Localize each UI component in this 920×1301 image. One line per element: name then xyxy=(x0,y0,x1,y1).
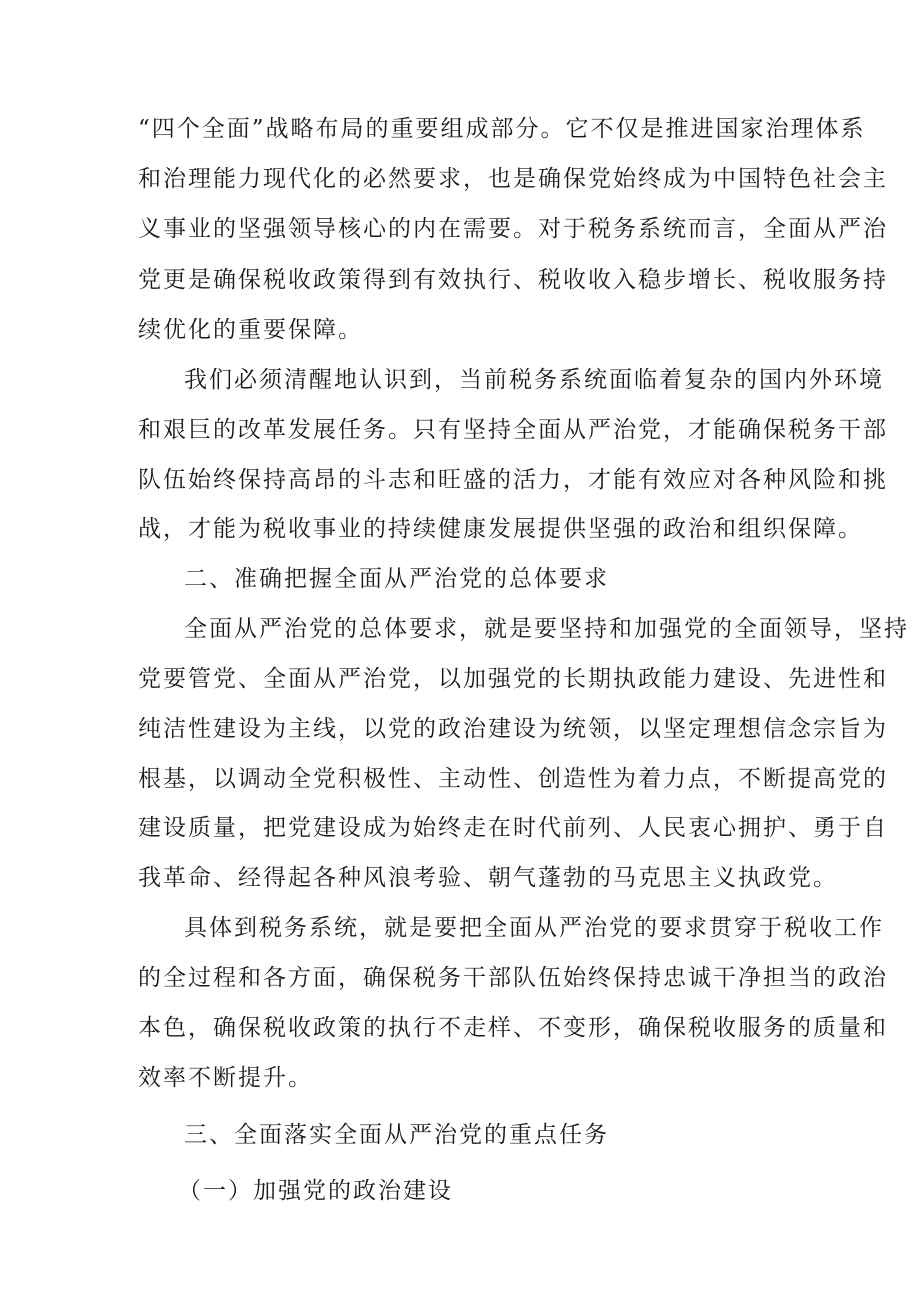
body-text-line: 队伍始终保持高昂的斗志和旺盛的活力，才能有效应对各种风险和挑 xyxy=(138,467,888,493)
body-text-line: 我革命、经得起各种风浪考验、朝气蓬勃的马克思主义执政党。 xyxy=(138,865,838,891)
body-text-line: 本色，确保税收政策的执行不走样、不变形，确保税收服务的质量和 xyxy=(138,1015,888,1041)
section-heading: 二、准确把握全面从严治党的总体要求 xyxy=(184,566,609,592)
body-text-line: “四个全面”战略布局的重要组成部分。它不仅是推进国家治理体系 xyxy=(138,116,866,142)
body-text-line: 的全过程和各方面，确保税务干部队伍始终保持忠诚干净担当的政治 xyxy=(138,965,888,991)
body-text-line: 党要管党、全面从严治党，以加强党的长期执政能力建设、先进性和 xyxy=(138,666,888,692)
body-text-line: 续优化的重要保障。 xyxy=(138,317,363,343)
body-text-line: 根基，以调动全党积极性、主动性、创造性为着力点，不断提高党的 xyxy=(138,766,888,792)
body-text-line: 和艰巨的改革发展任务。只有坚持全面从严治党，才能确保税务干部 xyxy=(138,417,888,443)
body-text-line: 党更是确保税收政策得到有效执行、税收收入稳步增长、税收服务持 xyxy=(138,267,888,293)
body-text-line: 具体到税务系统，就是要把全面从严治党的要求贯穿于税收工作 xyxy=(184,915,884,941)
section-heading: 三、全面落实全面从严治党的重点任务 xyxy=(184,1122,609,1148)
subsection-heading: （一）加强党的政治建设 xyxy=(178,1178,453,1204)
body-text-line: 效率不断提升。 xyxy=(138,1065,313,1091)
body-text-line: 和治理能力现代化的必然要求，也是确保党始终成为中国特色社会主 xyxy=(138,166,888,192)
body-text-line: 战，才能为税收事业的持续健康发展提供坚强的政治和组织保障。 xyxy=(138,516,863,542)
body-text-line: 全面从严治党的总体要求，就是要坚持和加强党的全面领导，坚持 xyxy=(184,616,909,642)
body-text-line: 我们必须清醒地认识到，当前税务系统面临着复杂的国内外环境 xyxy=(184,367,884,393)
body-text-line: 建设质量，把党建设成为始终走在时代前列、人民衷心拥护、勇于自 xyxy=(138,815,888,841)
body-text-line: 义事业的坚强领导核心的内在需要。对于税务系统而言，全面从严治 xyxy=(138,216,888,242)
body-text-line: 纯洁性建设为主线，以党的政治建设为统领，以坚定理想信念宗旨为 xyxy=(138,716,888,742)
